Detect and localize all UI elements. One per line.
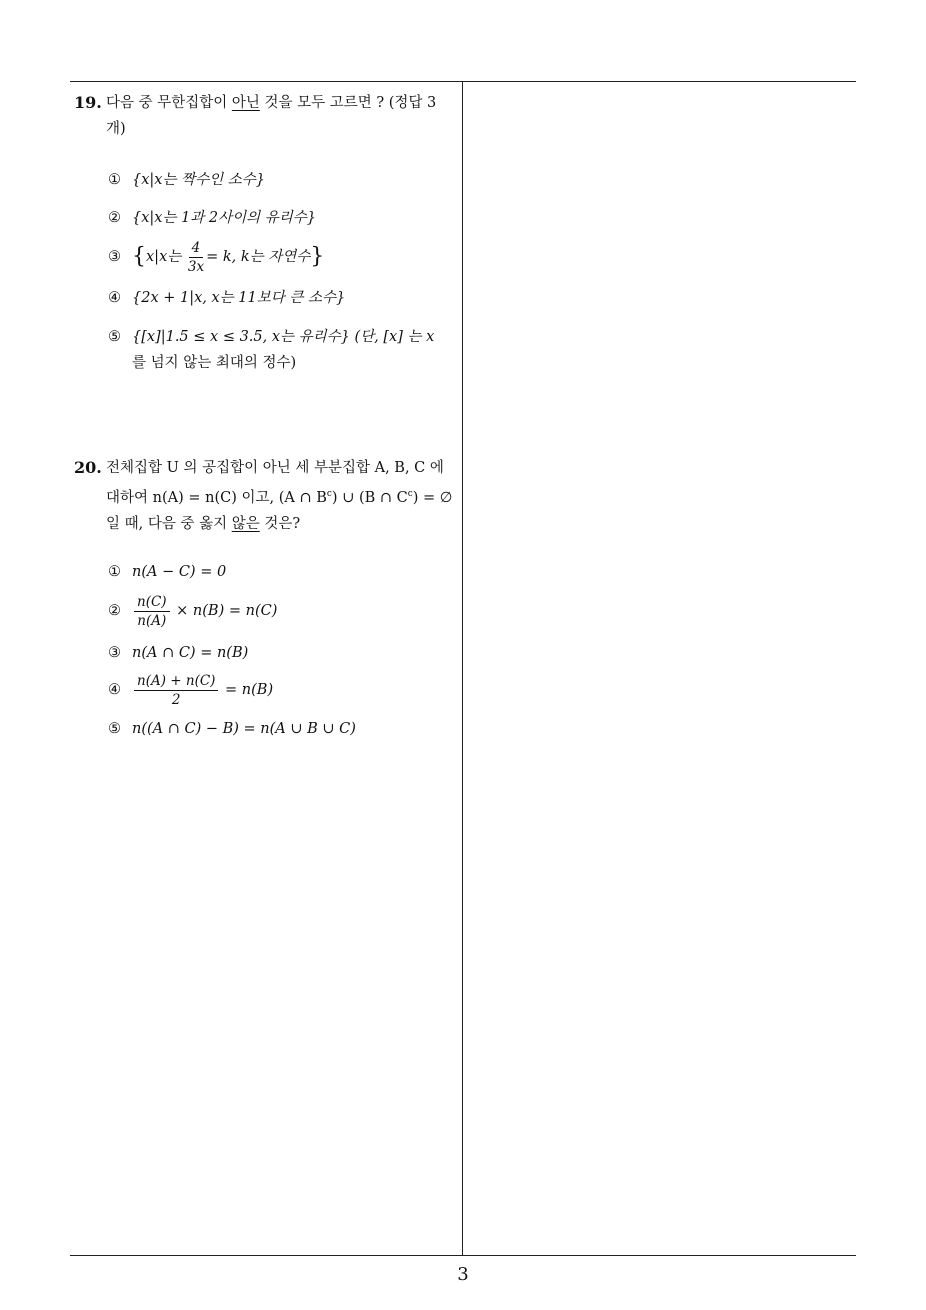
choice-text: n(A − C) = 0 xyxy=(132,564,227,580)
choice-marker: ④ xyxy=(108,682,121,698)
fraction-denominator: 3x xyxy=(187,258,205,275)
question-text-part: ) ∪ (B ∩ C xyxy=(331,489,408,506)
fraction-denominator: n(A) xyxy=(137,612,167,629)
question-text-part: 것은? xyxy=(259,515,301,532)
choice-text: n(A ∩ C) = n(B) xyxy=(132,645,249,661)
question-line xyxy=(106,481,458,511)
fraction xyxy=(134,594,170,629)
bottom-rule xyxy=(70,1255,856,1256)
choice-20-5 xyxy=(108,716,458,742)
choice-text: {[x]|1.5 ≤ x ≤ 3.5, x는 유리수} (단, [x] 는 x xyxy=(132,329,435,345)
underlined-word: 아닌 xyxy=(231,95,260,111)
top-rule xyxy=(70,81,856,82)
choice-19-1 xyxy=(108,167,458,193)
choice-line xyxy=(108,324,448,350)
choice-marker: ⑤ xyxy=(108,329,121,345)
choice-20-1 xyxy=(108,559,458,585)
question-number: 20. xyxy=(74,458,102,477)
choice-marker: ③ xyxy=(108,249,121,265)
choice-20-3 xyxy=(108,640,458,666)
page-number: 3 xyxy=(457,1264,469,1285)
fraction-numerator: n(A) + n(C) xyxy=(134,673,218,691)
question-line xyxy=(106,511,458,537)
choice-marker: ③ xyxy=(108,645,121,661)
choice-text-post: = n(B) xyxy=(225,682,274,698)
question-text-part: 일 때, 다음 중 옳지 xyxy=(106,515,232,532)
column-divider xyxy=(462,82,463,1256)
question-number: 19. xyxy=(74,93,102,112)
question-line: 전체집합 U 의 공집합이 아닌 세 부분집합 A, B, C 에 xyxy=(106,460,444,476)
choice-text-post: × n(B) = n(C) xyxy=(176,603,278,619)
question-19 xyxy=(74,90,458,142)
choice-marker: ① xyxy=(108,564,121,580)
fraction-numerator: n(C) xyxy=(134,594,170,612)
complement-sup: c xyxy=(407,489,413,499)
choice-20-4 xyxy=(108,671,458,709)
choice-19-5 xyxy=(108,324,448,376)
brace-close: } xyxy=(310,244,325,269)
question-text-part: 다음 중 무한집합이 xyxy=(106,95,232,111)
complement-sup: c xyxy=(326,489,332,499)
choice-marker: ④ xyxy=(108,290,121,306)
choice-line: 를 넘지 않는 최대의 정수) xyxy=(132,355,297,371)
choice-text: {2x + 1|x, x는 11보다 큰 소수} xyxy=(132,290,346,306)
choice-marker: ① xyxy=(108,172,121,188)
question-text-part: 대하여 n(A) = n(C) 이고, (A ∩ B xyxy=(106,489,327,506)
choice-text: n((A ∩ C) − B) = n(A ∪ B ∪ C) xyxy=(132,721,356,737)
question-text xyxy=(106,455,458,537)
choice-marker: ⑤ xyxy=(108,721,121,737)
choice-marker: ② xyxy=(108,210,121,226)
underlined-word: 않은 xyxy=(231,515,260,532)
question-20 xyxy=(74,455,458,537)
question-text-part: ) = ∅ xyxy=(412,489,453,506)
choice-19-2 xyxy=(108,205,458,231)
question-text-part: 것을 모두 고르면 ? (정답 3 개) xyxy=(106,95,437,137)
brace-open: { xyxy=(132,244,146,269)
fraction xyxy=(134,673,218,708)
choice-text-post: = k, k는 자연수 xyxy=(206,249,311,265)
question-text xyxy=(106,90,458,142)
choice-text: {x|x는 짝수인 소수} xyxy=(132,172,265,188)
fraction-denominator: 2 xyxy=(171,691,181,708)
choice-20-2 xyxy=(108,592,458,630)
choice-19-3 xyxy=(108,238,458,276)
choice-text-pre: x|x는 xyxy=(146,249,182,265)
fraction-numerator: 4 xyxy=(189,240,204,258)
fraction xyxy=(188,240,204,275)
choice-text: {x|x는 1과 2사이의 유리수} xyxy=(132,210,317,226)
choice-19-4 xyxy=(108,285,458,311)
choice-marker: ② xyxy=(108,603,121,619)
